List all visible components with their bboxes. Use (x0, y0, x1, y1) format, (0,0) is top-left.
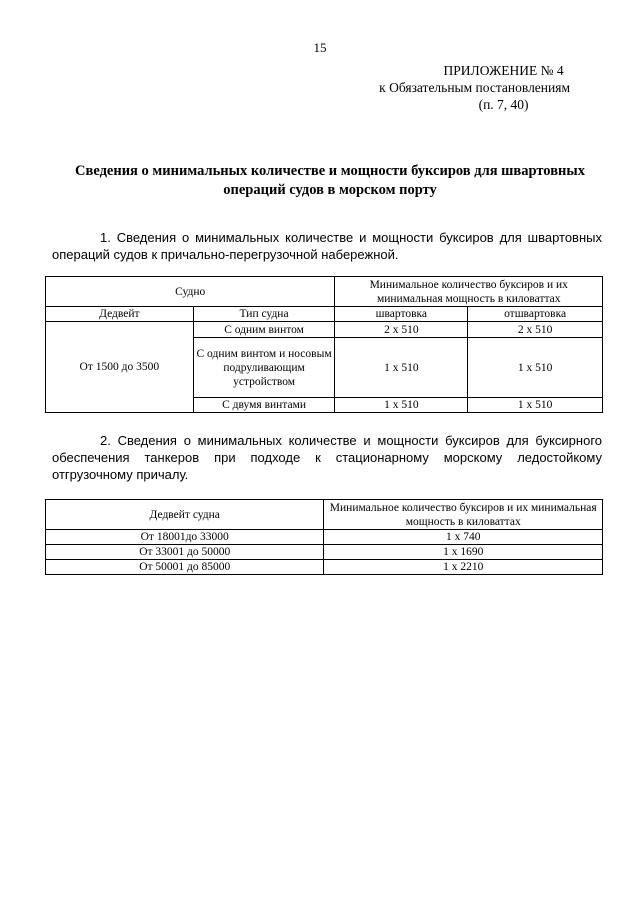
appendix-header (379, 62, 570, 113)
unmooring-value: 1 х 510 (468, 398, 603, 413)
table-row (46, 530, 603, 545)
unmooring-value: 1 х 510 (468, 338, 603, 398)
deadweight-value: От 18001до 33000 (46, 530, 324, 545)
tanker-tugs-table (45, 499, 603, 575)
mooring-value: 1 х 510 (335, 338, 468, 398)
page-number: 15 (313, 40, 327, 55)
appendix-title: ПРИЛОЖЕНИЕ № 4 (443, 63, 564, 78)
vessel-type: С двумя винтами (193, 398, 335, 413)
header-tugs: Минимальное количество буксиров и их минимальная мощность в киловаттах (335, 277, 603, 307)
table-row (46, 322, 603, 338)
mooring-value: 1 х 510 (335, 398, 468, 413)
section-1-text: 1. Сведения о минимальных количестве и мощности буксиров для швартовных операций судов к причально-перегрузочной набережной. (52, 230, 602, 262)
header-vessel: Судно (46, 277, 335, 307)
column-vessel-type: Тип судна (193, 307, 335, 322)
vessel-type: С одним винтом (193, 322, 335, 338)
section-2-text: 2. Сведения о минимальных количестве и мощности буксиров для буксирного обеспечения танкеров при подходе к стационарному морскому ледостойкому отгрузочному причалу. (52, 433, 602, 482)
vessel-type: С одним винтом и носовым подруливающим устройством (193, 338, 335, 398)
header-tugs: Минимальное количество буксиров и их минимальная мощность в киловаттах (324, 500, 603, 530)
document-title-line-1: Сведения о минимальных количестве и мощности буксиров для швартовных (75, 163, 585, 179)
deadweight-value: От 50001 до 85000 (46, 560, 324, 575)
section-2-paragraph (52, 432, 602, 483)
header-deadweight: Дедвейт судна (46, 500, 324, 530)
section-1-paragraph (52, 229, 602, 263)
column-deadweight: Дедвейт (46, 307, 194, 322)
table-row (46, 560, 603, 575)
tugs-value: 1 х 1690 (324, 545, 603, 560)
column-unmooring: отшвартовка (468, 307, 603, 322)
deadweight-range: От 1500 до 3500 (46, 322, 194, 413)
tugs-value: 1 х 740 (324, 530, 603, 545)
appendix-reference: (п. 7, 40) (478, 97, 529, 112)
unmooring-value: 2 х 510 (468, 322, 603, 338)
mooring-tugs-table (45, 276, 603, 413)
mooring-value: 2 х 510 (335, 322, 468, 338)
appendix-subtitle: к Обязательным постановлениям (379, 80, 570, 95)
column-mooring: швартовка (335, 307, 468, 322)
table-row (46, 545, 603, 560)
document-title (40, 162, 620, 200)
tugs-value: 1 х 2210 (324, 560, 603, 575)
deadweight-value: От 33001 до 50000 (46, 545, 324, 560)
document-title-line-2: операций судов в морском порту (223, 182, 437, 198)
